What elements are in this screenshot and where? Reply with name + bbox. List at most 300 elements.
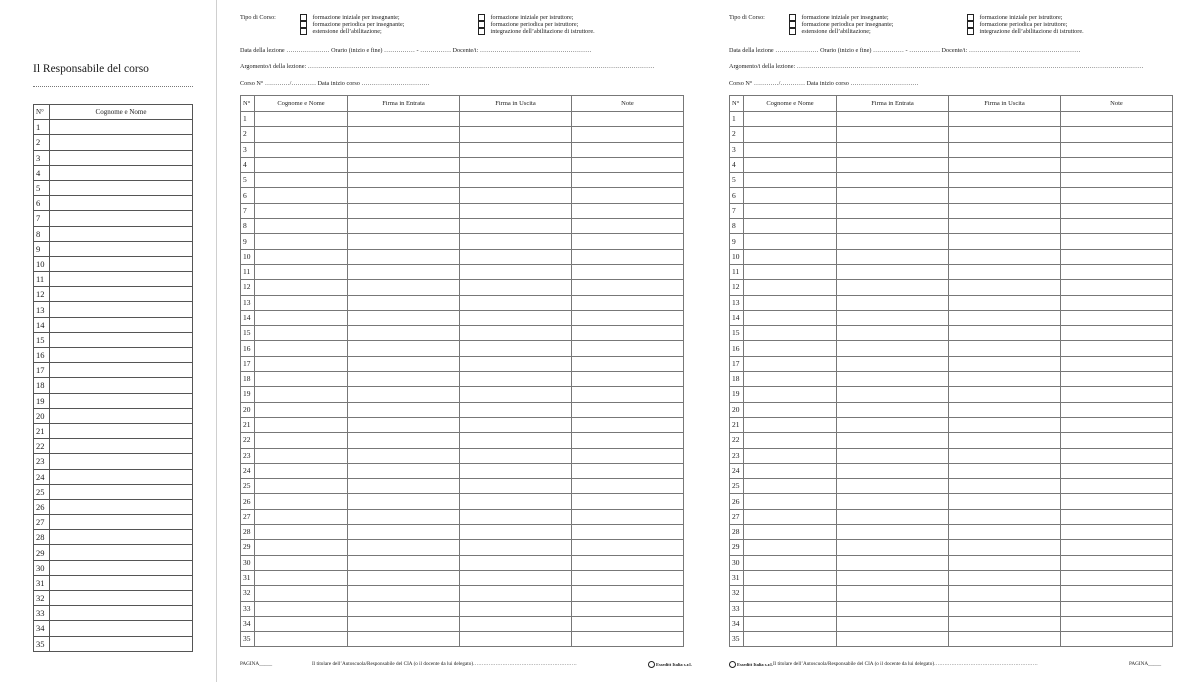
sign-out-cell[interactable] xyxy=(460,479,572,494)
name-cell[interactable] xyxy=(744,525,837,540)
note-cell[interactable] xyxy=(1061,463,1173,478)
note-cell[interactable] xyxy=(572,203,684,218)
sign-in-cell[interactable] xyxy=(837,372,949,387)
note-cell[interactable] xyxy=(1061,310,1173,325)
name-cell[interactable] xyxy=(744,310,837,325)
sign-in-cell[interactable] xyxy=(837,112,949,127)
name-cell[interactable] xyxy=(255,127,348,142)
name-cell[interactable] xyxy=(255,525,348,540)
sign-out-cell[interactable] xyxy=(460,280,572,295)
note-cell[interactable] xyxy=(1061,157,1173,172)
checkbox-icon[interactable] xyxy=(789,28,796,35)
sign-in-cell[interactable] xyxy=(348,127,460,142)
sign-in-cell[interactable] xyxy=(348,341,460,356)
name-cell[interactable] xyxy=(255,188,348,203)
note-cell[interactable] xyxy=(1061,234,1173,249)
sign-out-cell[interactable] xyxy=(949,127,1061,142)
note-cell[interactable] xyxy=(572,601,684,616)
name-cell[interactable] xyxy=(255,555,348,570)
name-cell[interactable] xyxy=(744,326,837,341)
sign-out-cell[interactable] xyxy=(460,387,572,402)
sign-in-cell[interactable] xyxy=(837,356,949,371)
note-cell[interactable] xyxy=(1061,203,1173,218)
name-cell[interactable] xyxy=(50,606,193,621)
checkbox-icon[interactable] xyxy=(789,14,796,21)
name-cell[interactable] xyxy=(255,264,348,279)
name-cell[interactable] xyxy=(744,632,837,647)
sign-out-cell[interactable] xyxy=(460,112,572,127)
sign-in-cell[interactable] xyxy=(837,570,949,585)
name-cell[interactable] xyxy=(50,348,193,363)
note-cell[interactable] xyxy=(572,234,684,249)
sign-out-cell[interactable] xyxy=(460,188,572,203)
note-cell[interactable] xyxy=(572,188,684,203)
name-cell[interactable] xyxy=(744,417,837,432)
note-cell[interactable] xyxy=(1061,356,1173,371)
name-cell[interactable] xyxy=(50,499,193,514)
name-cell[interactable] xyxy=(744,479,837,494)
name-cell[interactable] xyxy=(744,601,837,616)
name-cell[interactable] xyxy=(744,112,837,127)
name-cell[interactable] xyxy=(255,417,348,432)
sign-out-cell[interactable] xyxy=(460,509,572,524)
sign-out-cell[interactable] xyxy=(949,463,1061,478)
name-cell[interactable] xyxy=(255,494,348,509)
name-cell[interactable] xyxy=(255,632,348,647)
name-cell[interactable] xyxy=(255,249,348,264)
note-cell[interactable] xyxy=(572,616,684,631)
sign-out-cell[interactable] xyxy=(949,280,1061,295)
name-cell[interactable] xyxy=(255,142,348,157)
course-option[interactable]: formazione iniziale per istruttore; xyxy=(478,14,595,21)
sign-in-cell[interactable] xyxy=(348,402,460,417)
sign-in-cell[interactable] xyxy=(348,448,460,463)
name-cell[interactable] xyxy=(50,515,193,530)
name-cell[interactable] xyxy=(744,509,837,524)
course-option[interactable]: estensione dell’abilitazione; xyxy=(789,28,893,35)
sign-out-cell[interactable] xyxy=(460,203,572,218)
sign-in-cell[interactable] xyxy=(348,203,460,218)
name-cell[interactable] xyxy=(744,616,837,631)
name-cell[interactable] xyxy=(50,454,193,469)
sign-out-cell[interactable] xyxy=(460,525,572,540)
sign-in-cell[interactable] xyxy=(837,448,949,463)
note-cell[interactable] xyxy=(572,402,684,417)
checkbox-icon[interactable] xyxy=(300,14,307,21)
sign-in-cell[interactable] xyxy=(837,433,949,448)
sign-out-cell[interactable] xyxy=(460,310,572,325)
sign-in-cell[interactable] xyxy=(837,341,949,356)
sign-out-cell[interactable] xyxy=(949,417,1061,432)
note-cell[interactable] xyxy=(572,417,684,432)
sign-out-cell[interactable] xyxy=(949,326,1061,341)
name-cell[interactable] xyxy=(50,545,193,560)
note-cell[interactable] xyxy=(1061,142,1173,157)
sign-out-cell[interactable] xyxy=(460,264,572,279)
note-cell[interactable] xyxy=(572,433,684,448)
sign-in-cell[interactable] xyxy=(837,417,949,432)
sign-out-cell[interactable] xyxy=(949,372,1061,387)
course-option[interactable]: formazione iniziale per insegnante; xyxy=(789,14,893,21)
note-cell[interactable] xyxy=(1061,264,1173,279)
note-cell[interactable] xyxy=(1061,540,1173,555)
note-cell[interactable] xyxy=(572,310,684,325)
sign-in-cell[interactable] xyxy=(348,326,460,341)
sign-out-cell[interactable] xyxy=(949,601,1061,616)
note-cell[interactable] xyxy=(1061,249,1173,264)
note-cell[interactable] xyxy=(1061,387,1173,402)
name-cell[interactable] xyxy=(744,356,837,371)
name-cell[interactable] xyxy=(50,165,193,180)
note-cell[interactable] xyxy=(572,494,684,509)
checkbox-icon[interactable] xyxy=(967,14,974,21)
name-cell[interactable] xyxy=(255,203,348,218)
checkbox-icon[interactable] xyxy=(789,21,796,28)
sign-in-cell[interactable] xyxy=(348,295,460,310)
sign-out-cell[interactable] xyxy=(460,417,572,432)
sign-in-cell[interactable] xyxy=(837,555,949,570)
sign-in-cell[interactable] xyxy=(348,540,460,555)
name-cell[interactable] xyxy=(50,363,193,378)
sign-in-cell[interactable] xyxy=(348,494,460,509)
sign-out-cell[interactable] xyxy=(949,494,1061,509)
sign-in-cell[interactable] xyxy=(837,234,949,249)
note-cell[interactable] xyxy=(572,632,684,647)
name-cell[interactable] xyxy=(255,463,348,478)
sign-out-cell[interactable] xyxy=(949,142,1061,157)
sign-in-cell[interactable] xyxy=(348,387,460,402)
sign-out-cell[interactable] xyxy=(949,570,1061,585)
sign-in-cell[interactable] xyxy=(348,616,460,631)
sign-in-cell[interactable] xyxy=(837,264,949,279)
sign-in-cell[interactable] xyxy=(348,555,460,570)
name-cell[interactable] xyxy=(50,211,193,226)
checkbox-icon[interactable] xyxy=(300,21,307,28)
name-cell[interactable] xyxy=(255,219,348,234)
sign-in-cell[interactable] xyxy=(348,632,460,647)
note-cell[interactable] xyxy=(1061,616,1173,631)
lesson-date-line[interactable]: Data della lezione ………………… Orario (inizio e fine) …………… - …………… Docente/i: ……………………………………………… xyxy=(240,47,592,54)
note-cell[interactable] xyxy=(572,525,684,540)
course-option[interactable]: formazione iniziale per insegnante; xyxy=(300,14,404,21)
sign-in-cell[interactable] xyxy=(348,525,460,540)
note-cell[interactable] xyxy=(572,127,684,142)
sign-in-cell[interactable] xyxy=(348,372,460,387)
sign-out-cell[interactable] xyxy=(949,448,1061,463)
holder-signature-line[interactable]: Il titolare dell’Autoscuola/Responsabile del CIA (o il docente da lui delegato)…………………………………………………… xyxy=(312,661,577,667)
sign-out-cell[interactable] xyxy=(949,234,1061,249)
name-cell[interactable] xyxy=(744,570,837,585)
sign-in-cell[interactable] xyxy=(348,310,460,325)
sign-out-cell[interactable] xyxy=(949,586,1061,601)
name-cell[interactable] xyxy=(744,203,837,218)
name-cell[interactable] xyxy=(744,586,837,601)
note-cell[interactable] xyxy=(572,463,684,478)
name-cell[interactable] xyxy=(50,636,193,651)
note-cell[interactable] xyxy=(1061,433,1173,448)
sign-out-cell[interactable] xyxy=(460,494,572,509)
page-number-field[interactable]: PAGINA_____ xyxy=(1129,661,1162,667)
note-cell[interactable] xyxy=(572,142,684,157)
course-option[interactable]: formazione periodica per insegnante; xyxy=(300,21,404,28)
sign-in-cell[interactable] xyxy=(837,295,949,310)
course-option[interactable]: estensione dell’abilitazione; xyxy=(300,28,404,35)
note-cell[interactable] xyxy=(1061,525,1173,540)
name-cell[interactable] xyxy=(744,157,837,172)
note-cell[interactable] xyxy=(1061,494,1173,509)
note-cell[interactable] xyxy=(572,479,684,494)
sign-in-cell[interactable] xyxy=(837,586,949,601)
course-number-line[interactable]: Corso N° …………/………… Data inizio corso …………………………… xyxy=(240,80,430,87)
name-cell[interactable] xyxy=(744,555,837,570)
name-cell[interactable] xyxy=(255,387,348,402)
course-number-line[interactable]: Corso N° …………/………… Data inizio corso …………………………… xyxy=(729,80,919,87)
name-cell[interactable] xyxy=(744,494,837,509)
sign-out-cell[interactable] xyxy=(949,387,1061,402)
sign-in-cell[interactable] xyxy=(837,494,949,509)
note-cell[interactable] xyxy=(572,372,684,387)
sign-in-cell[interactable] xyxy=(348,219,460,234)
note-cell[interactable] xyxy=(572,280,684,295)
sign-out-cell[interactable] xyxy=(460,326,572,341)
sign-in-cell[interactable] xyxy=(348,356,460,371)
sign-in-cell[interactable] xyxy=(837,387,949,402)
sign-in-cell[interactable] xyxy=(837,509,949,524)
sign-in-cell[interactable] xyxy=(348,249,460,264)
sign-out-cell[interactable] xyxy=(460,433,572,448)
name-cell[interactable] xyxy=(50,408,193,423)
name-cell[interactable] xyxy=(744,402,837,417)
name-cell[interactable] xyxy=(50,317,193,332)
name-cell[interactable] xyxy=(744,387,837,402)
name-cell[interactable] xyxy=(255,326,348,341)
name-cell[interactable] xyxy=(50,393,193,408)
name-cell[interactable] xyxy=(50,287,193,302)
sign-out-cell[interactable] xyxy=(460,173,572,188)
name-cell[interactable] xyxy=(255,341,348,356)
sign-in-cell[interactable] xyxy=(348,509,460,524)
sign-out-cell[interactable] xyxy=(949,356,1061,371)
course-option[interactable]: formazione iniziale per istruttore; xyxy=(967,14,1084,21)
sign-out-cell[interactable] xyxy=(949,249,1061,264)
note-cell[interactable] xyxy=(572,112,684,127)
note-cell[interactable] xyxy=(572,173,684,188)
name-cell[interactable] xyxy=(50,575,193,590)
name-cell[interactable] xyxy=(50,150,193,165)
sign-out-cell[interactable] xyxy=(460,632,572,647)
sign-out-cell[interactable] xyxy=(949,525,1061,540)
name-cell[interactable] xyxy=(255,112,348,127)
note-cell[interactable] xyxy=(572,356,684,371)
name-cell[interactable] xyxy=(255,356,348,371)
name-cell[interactable] xyxy=(744,448,837,463)
sign-in-cell[interactable] xyxy=(837,632,949,647)
name-cell[interactable] xyxy=(255,448,348,463)
note-cell[interactable] xyxy=(1061,280,1173,295)
note-cell[interactable] xyxy=(572,586,684,601)
note-cell[interactable] xyxy=(1061,372,1173,387)
note-cell[interactable] xyxy=(572,157,684,172)
note-cell[interactable] xyxy=(1061,570,1173,585)
note-cell[interactable] xyxy=(1061,219,1173,234)
sign-out-cell[interactable] xyxy=(949,616,1061,631)
sign-in-cell[interactable] xyxy=(837,601,949,616)
note-cell[interactable] xyxy=(1061,402,1173,417)
sign-in-cell[interactable] xyxy=(837,540,949,555)
sign-in-cell[interactable] xyxy=(348,264,460,279)
sign-out-cell[interactable] xyxy=(949,341,1061,356)
name-cell[interactable] xyxy=(50,469,193,484)
sign-out-cell[interactable] xyxy=(949,112,1061,127)
name-cell[interactable] xyxy=(255,586,348,601)
sign-in-cell[interactable] xyxy=(837,173,949,188)
sign-out-cell[interactable] xyxy=(460,555,572,570)
sign-out-cell[interactable] xyxy=(949,402,1061,417)
sign-out-cell[interactable] xyxy=(949,203,1061,218)
sign-in-cell[interactable] xyxy=(837,142,949,157)
name-cell[interactable] xyxy=(255,433,348,448)
sign-in-cell[interactable] xyxy=(837,326,949,341)
name-cell[interactable] xyxy=(50,439,193,454)
sign-out-cell[interactable] xyxy=(460,540,572,555)
sign-out-cell[interactable] xyxy=(460,234,572,249)
sign-in-cell[interactable] xyxy=(837,525,949,540)
name-cell[interactable] xyxy=(744,341,837,356)
sign-in-cell[interactable] xyxy=(348,157,460,172)
name-cell[interactable] xyxy=(50,378,193,393)
name-cell[interactable] xyxy=(255,601,348,616)
note-cell[interactable] xyxy=(1061,632,1173,647)
name-cell[interactable] xyxy=(744,173,837,188)
sign-in-cell[interactable] xyxy=(348,188,460,203)
sign-out-cell[interactable] xyxy=(460,295,572,310)
name-cell[interactable] xyxy=(744,372,837,387)
name-cell[interactable] xyxy=(255,616,348,631)
name-cell[interactable] xyxy=(744,234,837,249)
sign-in-cell[interactable] xyxy=(348,570,460,585)
sign-out-cell[interactable] xyxy=(460,142,572,157)
sign-out-cell[interactable] xyxy=(460,402,572,417)
sign-in-cell[interactable] xyxy=(348,463,460,478)
name-cell[interactable] xyxy=(50,241,193,256)
name-cell[interactable] xyxy=(255,295,348,310)
note-cell[interactable] xyxy=(572,249,684,264)
name-cell[interactable] xyxy=(744,295,837,310)
sign-in-cell[interactable] xyxy=(837,310,949,325)
checkbox-icon[interactable] xyxy=(967,28,974,35)
note-cell[interactable] xyxy=(1061,479,1173,494)
sign-out-cell[interactable] xyxy=(949,555,1061,570)
name-cell[interactable] xyxy=(50,591,193,606)
sign-in-cell[interactable] xyxy=(837,280,949,295)
sign-out-cell[interactable] xyxy=(949,219,1061,234)
name-cell[interactable] xyxy=(255,570,348,585)
note-cell[interactable] xyxy=(1061,112,1173,127)
name-cell[interactable] xyxy=(744,280,837,295)
sign-in-cell[interactable] xyxy=(837,402,949,417)
name-cell[interactable] xyxy=(50,530,193,545)
note-cell[interactable] xyxy=(1061,448,1173,463)
name-cell[interactable] xyxy=(50,484,193,499)
note-cell[interactable] xyxy=(1061,127,1173,142)
sign-out-cell[interactable] xyxy=(949,540,1061,555)
sign-in-cell[interactable] xyxy=(837,249,949,264)
note-cell[interactable] xyxy=(1061,555,1173,570)
note-cell[interactable] xyxy=(572,570,684,585)
lesson-topic-line[interactable]: Argomento/i della lezione: …………………………………………………………………………………………………………………………………………………… xyxy=(240,63,655,70)
name-cell[interactable] xyxy=(744,142,837,157)
sign-in-cell[interactable] xyxy=(348,142,460,157)
note-cell[interactable] xyxy=(572,219,684,234)
name-cell[interactable] xyxy=(50,332,193,347)
sign-in-cell[interactable] xyxy=(837,616,949,631)
page-number-field[interactable]: PAGINA_____ xyxy=(240,661,273,667)
sign-out-cell[interactable] xyxy=(949,264,1061,279)
note-cell[interactable] xyxy=(572,295,684,310)
course-option[interactable]: formazione periodica per istruttore; xyxy=(478,21,595,28)
note-cell[interactable] xyxy=(1061,173,1173,188)
name-cell[interactable] xyxy=(744,219,837,234)
checkbox-icon[interactable] xyxy=(967,21,974,28)
note-cell[interactable] xyxy=(1061,509,1173,524)
sign-in-cell[interactable] xyxy=(348,479,460,494)
name-cell[interactable] xyxy=(744,127,837,142)
checkbox-icon[interactable] xyxy=(478,21,485,28)
sign-out-cell[interactable] xyxy=(460,219,572,234)
lesson-topic-line[interactable]: Argomento/i della lezione: …………………………………………………………………………………………………………………………………………………… xyxy=(729,63,1144,70)
course-option[interactable]: integrazione dell’abilitazione di istruttore. xyxy=(967,28,1084,35)
name-cell[interactable] xyxy=(255,372,348,387)
sign-out-cell[interactable] xyxy=(949,479,1061,494)
name-cell[interactable] xyxy=(744,264,837,279)
sign-in-cell[interactable] xyxy=(348,173,460,188)
sign-out-cell[interactable] xyxy=(460,127,572,142)
name-cell[interactable] xyxy=(50,302,193,317)
note-cell[interactable] xyxy=(1061,295,1173,310)
note-cell[interactable] xyxy=(572,540,684,555)
note-cell[interactable] xyxy=(572,509,684,524)
name-cell[interactable] xyxy=(255,509,348,524)
sign-in-cell[interactable] xyxy=(837,127,949,142)
sign-out-cell[interactable] xyxy=(949,295,1061,310)
name-cell[interactable] xyxy=(744,433,837,448)
sign-in-cell[interactable] xyxy=(348,586,460,601)
sign-in-cell[interactable] xyxy=(837,157,949,172)
sign-in-cell[interactable] xyxy=(348,280,460,295)
sign-out-cell[interactable] xyxy=(460,372,572,387)
note-cell[interactable] xyxy=(1061,586,1173,601)
note-cell[interactable] xyxy=(1061,417,1173,432)
checkbox-icon[interactable] xyxy=(300,28,307,35)
note-cell[interactable] xyxy=(1061,188,1173,203)
name-cell[interactable] xyxy=(50,560,193,575)
sign-out-cell[interactable] xyxy=(460,601,572,616)
sign-in-cell[interactable] xyxy=(348,601,460,616)
note-cell[interactable] xyxy=(572,448,684,463)
sign-out-cell[interactable] xyxy=(949,157,1061,172)
note-cell[interactable] xyxy=(572,264,684,279)
sign-out-cell[interactable] xyxy=(460,586,572,601)
note-cell[interactable] xyxy=(572,341,684,356)
name-cell[interactable] xyxy=(255,479,348,494)
sign-in-cell[interactable] xyxy=(348,234,460,249)
course-option[interactable]: formazione periodica per istruttore; xyxy=(967,21,1084,28)
name-cell[interactable] xyxy=(50,272,193,287)
sign-out-cell[interactable] xyxy=(949,188,1061,203)
name-cell[interactable] xyxy=(744,188,837,203)
name-cell[interactable] xyxy=(255,173,348,188)
sign-out-cell[interactable] xyxy=(460,356,572,371)
